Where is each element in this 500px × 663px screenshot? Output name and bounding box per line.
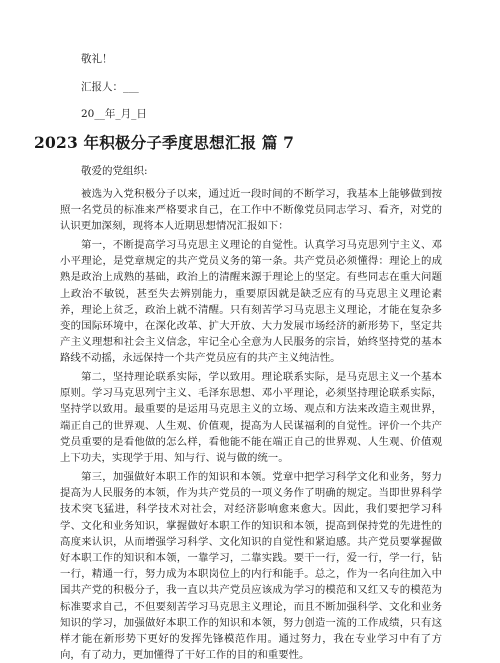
salutation: 敬爱的党组织: — [81, 165, 148, 177]
paragraph-first: 第一，不断提高学习马克思主义理论的自觉性。认真学习马克思列宁主义、邓小平理论，是党章规定的共产党员义务的第一条。共产党员必须懂得：理论上的成熟是政治上成熟的基础，政治上的清醒来源于理论上的坚定。有些同志在重大问题上政治不敏锐，甚至失去辨别能力，重要原因就是缺乏应有的马克思主义理论素养，理论上贫乏，政治上就不清醒。只有刻苦学习马克思主义理论，才能在复杂多变的国际环境中，在深化改革、扩大开放、大力发展市场经济的新形势下，坚定共产主义理想和社会主义信念，牢记全心全意为人民服务的宗旨，始终坚持党的基本路线不动摇，永远保持一个共产党员应有的共产主义纯洁性。 — [60, 239, 442, 365]
paragraph-intro: 被选为入党积极分子以来，通过近一段时间的不断学习，我基本上能够做到按照一名党员的标准来严格要求自己，在工作中不断像党员同志学习、看齐，对党的认识更加深刻，现将本人近期思想情况汇报如下： — [60, 188, 442, 233]
paragraph-third: 第三，加强做好本职工作的知识和本领。党章中把学习科学文化和业务，努力提高为人民服务的本领，作为共产党员的一项义务作了明确的规定。当即世界科学技术突飞猛进，科学技术对社会，对经济影响愈来愈大。因此，我们要把学习科学、文化和业务知识，掌握做好本职工作的知识和本领，提高到保持党的先进性的高度来认识，从而增强学习科学、文化知识的自觉性和紧迫感。共产党员要掌握做好本职工作的知识和本领，一靠学习，二靠实践。要干一行，爱一行，学一行，钻一行，精通一行，努力成为本职岗位上的内行和能手。总之，作为一名向往加入中国共产党的积极分子，我一直以共产党员应该成为学习的模范和又红又专的模范为标准要求自己，不但要刻苦学习马克思主义理论，而且不断加强科学、文化和业务知识的学习，加强做好本职工作的知识和本领，努力创造一流的工作成绩，只有这样才能在新形势下更好的发挥先锋模范作用。通过努力，我在专业学习中有了方向，有了动力，更加懂得了干好工作的目的和重要性。 — [60, 471, 442, 662]
reporter-line: 汇报人：___ — [81, 81, 139, 93]
paragraph-second: 第二，坚持理论联系实际，学以致用。理论联系实际，是马克思主义一个基本原则。学习马克思列宁主义、毛泽东思想、邓小平理论，必须坚持理论联系实际，坚持学以致用。最重要的是运用马克思主义的立场、观点和方法来改造主观世界，端正自己的世界观、人生观、价值观，提高为人民谋福利的自觉性。评价一个共产党员重要的是看他做的怎么样，看他能不能在端正自己的世界观、人生观、价值观上下功夫，实现学于用、知与行、说与做的统一。 — [60, 371, 442, 465]
closing-regards: 敬礼！ — [81, 53, 113, 65]
report-title: 2023 年积极分子季度思想汇报 篇 7 — [34, 133, 295, 152]
date-line: 20__年_月_日 — [81, 108, 147, 120]
